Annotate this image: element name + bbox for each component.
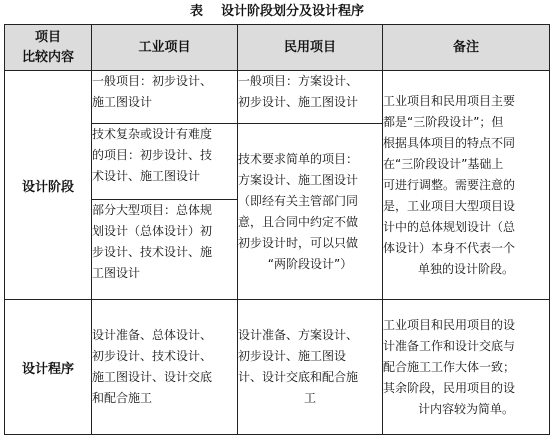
table-caption: 表 设计阶段划分及设计程序: [189, 4, 365, 19]
cell-line: 一般项目：方案设计、: [238, 74, 359, 88]
cell-line: 和配合施工: [92, 391, 153, 405]
cell-line: 配合施工工作大体一致；: [383, 359, 516, 374]
industrial-complex-cell: [92, 124, 238, 200]
row-label-design-procedure: 设计程序: [5, 300, 92, 435]
cell-line: 部分大型项目：总体规: [92, 203, 213, 217]
cell-line: 根据具体项目的特点不同: [383, 135, 516, 150]
cell-line: 单独的设计阶段。: [417, 261, 514, 276]
cell-line: 工业项目和民用项目的设: [383, 317, 516, 332]
cell-line: 步设计、技术设计、施: [92, 245, 213, 259]
cell-line: 的项目：初步设计、技: [92, 148, 213, 162]
table-row: [5, 300, 550, 435]
cell-line: 术设计、施工图设计: [92, 169, 201, 183]
cell-line: 设计准备、方案设计、: [238, 328, 359, 342]
cell-line: 工图设计: [92, 266, 141, 280]
cell-line: 其余阶段，民用项目的设: [383, 380, 516, 395]
cell-line: 工业项目和民用项目主要: [383, 93, 516, 108]
cell-line: “两阶段设计”）: [267, 256, 353, 271]
civil-general-cell: [238, 71, 383, 124]
header-project-text: 项目: [34, 29, 61, 45]
cell-line: 设计准备、总体设计、: [92, 328, 213, 342]
design-procedure-note: [383, 300, 550, 435]
cell-line: 初步设计、技术设计、: [92, 349, 213, 363]
civil-simple-cell: [238, 124, 383, 300]
cell-line: 一般项目：初步设计、: [92, 74, 213, 88]
cell-line: 意，且合同中约定不做: [238, 214, 359, 229]
header-compare-text: 比较内容: [21, 49, 74, 65]
cell-line: 计内容较为简单。: [417, 401, 514, 416]
cell-line: 初步设计、施工图设: [238, 349, 347, 363]
cell-line: 施工图设计: [92, 95, 153, 109]
header-compare-cell: [5, 25, 92, 71]
cell-line: 工: [303, 391, 316, 405]
header-note: 备注: [383, 25, 550, 71]
cell-line: 施工图设计、设计交底: [92, 370, 213, 384]
cell-line: 技术要求简单的项目：: [238, 151, 359, 166]
cell-line: 计中的总体规划设计（总: [383, 219, 516, 234]
cell-line: 方案设计、施工图设计: [238, 172, 359, 187]
cell-line: 都是“三阶段设计”；但: [383, 114, 504, 129]
cell-line: 体设计）本身不代表一个: [383, 240, 516, 255]
table-header-row: [5, 25, 550, 71]
header-industrial: 工业项目: [92, 25, 238, 71]
cell-line: 在“三阶段设计”基础上: [383, 156, 504, 171]
cell-line: 划设计（总体设计）初: [92, 224, 213, 238]
cell-line: 初步设计、施工图设计: [238, 95, 359, 109]
cell-line: 初步设计时，可以只做: [238, 235, 359, 250]
cell-line: 计准备工作和设计交底与: [383, 338, 516, 353]
row-label-design-stage: 设计阶段: [5, 71, 92, 300]
industrial-procedure-cell: [92, 300, 238, 435]
cell-line: 是，工业项目大型项目设: [383, 198, 516, 213]
design-stage-table: [4, 24, 550, 435]
civil-procedure-cell: [238, 300, 383, 435]
industrial-general-cell: [92, 71, 238, 124]
industrial-large-cell: [92, 200, 238, 300]
design-stage-note: [383, 71, 550, 300]
cell-line: 技术复杂或设计有难度: [92, 127, 213, 141]
header-civil: 民用项目: [238, 25, 383, 71]
cell-line: 计、设计交底和配合施: [238, 370, 359, 384]
table-row: [5, 71, 550, 124]
cell-line: 可进行调整。需要注意的: [383, 177, 516, 192]
cell-line: （即经有关主管部门同: [238, 193, 359, 208]
